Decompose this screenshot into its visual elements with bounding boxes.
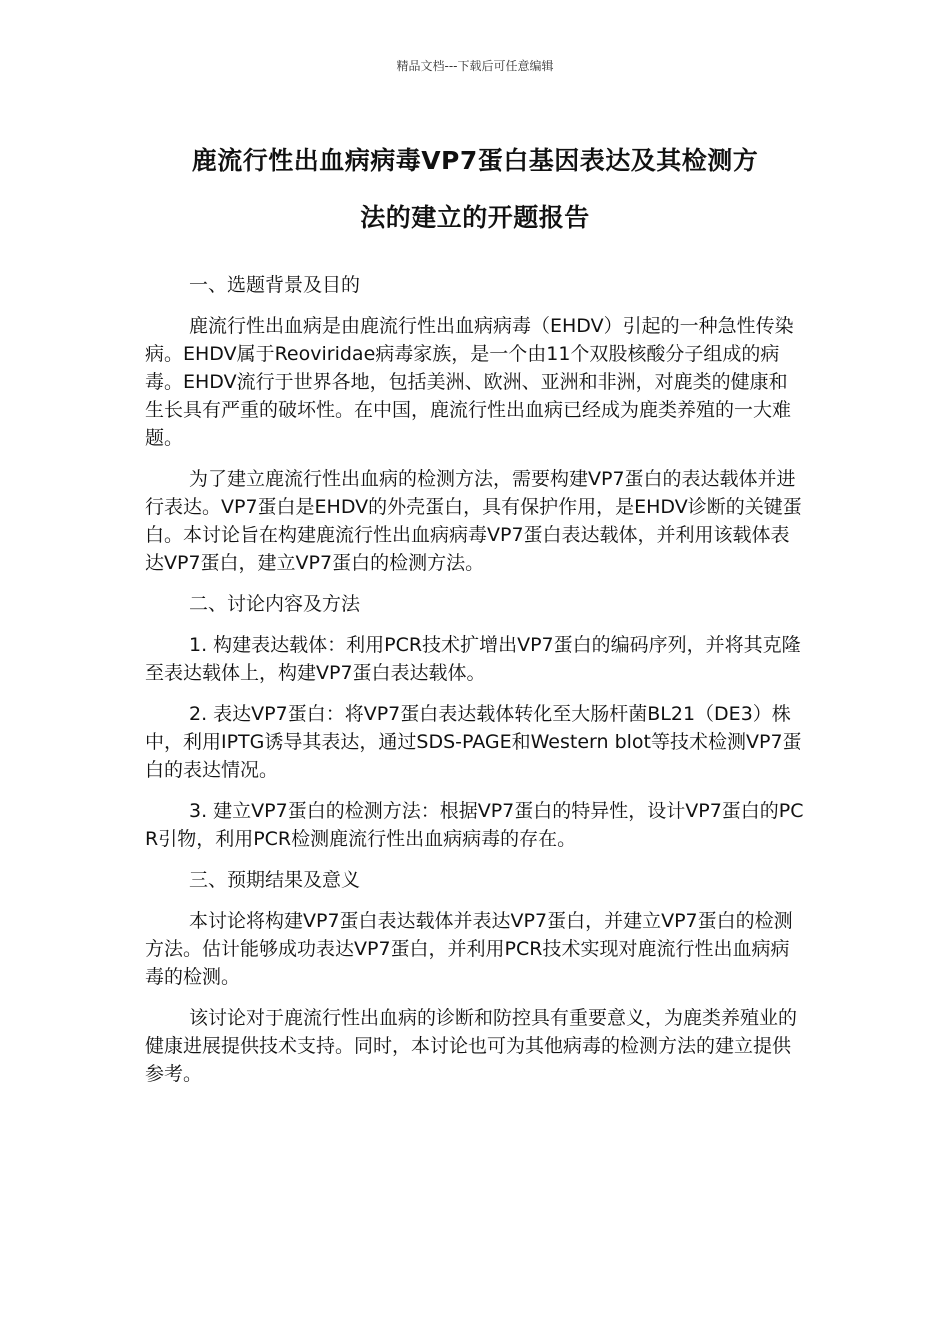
header-note: 精品文档---下载后可任意编辑 — [396, 59, 554, 73]
paragraph-background-2: 为了建立鹿流行性出血病的检测方法，需要构建VP7蛋白的表达载体并进行表达。VP7蛋白是EHDV的外壳蛋白，具有保护作用，是EHDV诊断的关键蛋白。本讨论旨在构建鹿流行性出血病病毒VP7蛋白表达载体，并利用该载体表达VP7蛋白，建立VP7蛋白的检测方法。 — [145, 468, 802, 574]
paragraph-results-2: 该讨论对于鹿流行性出血病的诊断和防控具有重要意义，为鹿类养殖业的健康进展提供技术支持。同时，本讨论也可为其他病毒的检测方法的建立提供参考。 — [145, 1007, 798, 1085]
section-heading-results: 三、预期结果及意义 — [189, 869, 361, 891]
document-body — [145, 271, 805, 1101]
paragraph-results-1: 本讨论将构建VP7蛋白表达载体并表达VP7蛋白，并建立VP7蛋白的检测方法。估计能够成功表达VP7蛋白，并利用PCR技术实现对鹿流行性出血病病毒的检测。 — [145, 910, 793, 988]
paragraph-method-3: 3. 建立VP7蛋白的检测方法：根据VP7蛋白的特异性，设计VP7蛋白的PCR引物，利用PCR检测鹿流行性出血病病毒的存在。 — [145, 800, 804, 850]
section-heading-background: 一、选题背景及目的 — [189, 274, 361, 296]
paragraph-method-2: 2. 表达VP7蛋白：将VP7蛋白表达载体转化至大肠杆菌BL21（DE3）株中，利用IPTG诱导其表达，通过SDS-PAGE和Western blot等技术检测VP7蛋白的表达情况。 — [145, 703, 802, 781]
section-heading-methods: 二、讨论内容及方法 — [189, 593, 361, 615]
paragraph-method-1: 1. 构建表达载体：利用PCR技术扩增出VP7蛋白的编码序列，并将其克隆至表达载体上，构建VP7蛋白表达载体。 — [145, 634, 801, 684]
document-title — [145, 132, 805, 246]
title-line-1: 鹿流行性出血病病毒VP7蛋白基因表达及其检测方 — [191, 146, 759, 175]
paragraph-background-1: 鹿流行性出血病是由鹿流行性出血病病毒（EHDV）引起的一种急性传染病。EHDV属于Reoviridae病毒家族，是一个由11个双股核酸分子组成的病毒。EHDV流行于世界各地，包括美洲、欧洲、亚洲和非洲，对鹿类的健康和生长具有严重的破坏性。在中国，鹿流行性出血病已经成为鹿类养殖的一大难题。 — [145, 315, 794, 449]
title-line-2: 法的建立的开题报告 — [360, 203, 590, 232]
